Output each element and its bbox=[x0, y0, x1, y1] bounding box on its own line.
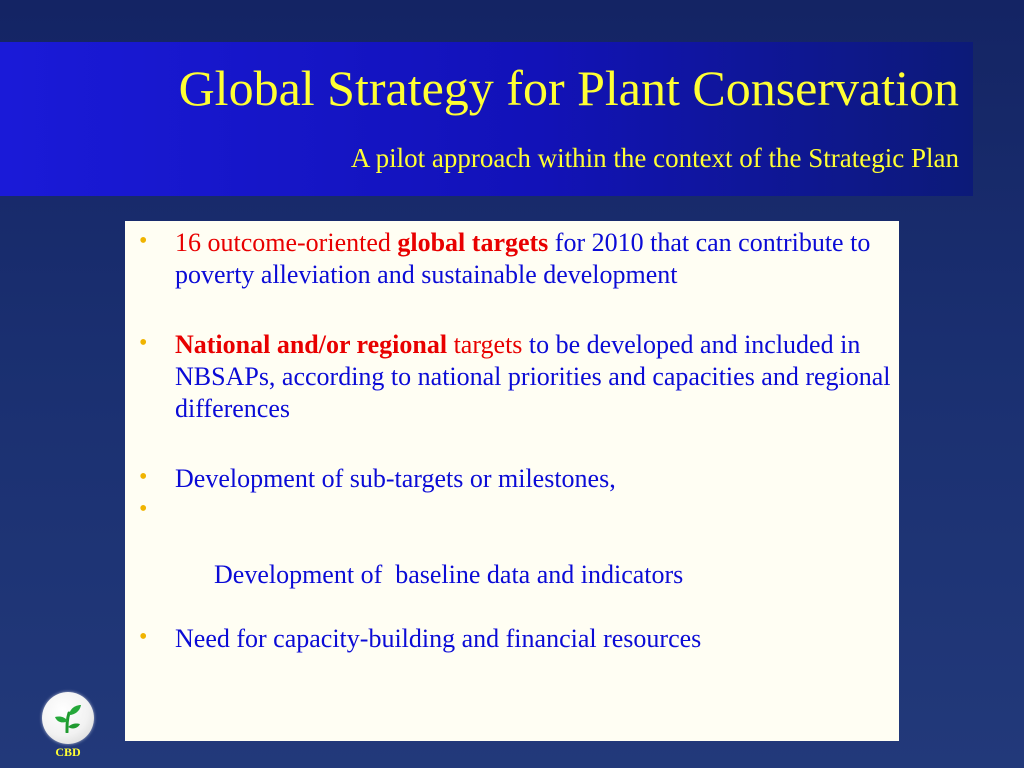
bullet-item-capacity-building bbox=[139, 623, 891, 655]
title-banner bbox=[0, 42, 973, 196]
bullet-icon: • bbox=[139, 330, 148, 356]
slide-title: Global Strategy for Plant Conservation bbox=[178, 60, 959, 116]
bullet-1-text-c: for 2010 that can contribute to poverty alleviation and sustainable development bbox=[175, 228, 871, 289]
bullet-2-text-c: to be developed and included in NBSAPs, according to national priorities and capacities and regional differences bbox=[175, 330, 891, 423]
bullet-2-text-a: National and/or regional bbox=[175, 330, 448, 359]
bullet-4-text: Development of baseline data and indicators bbox=[214, 560, 684, 589]
bullet-icon: • bbox=[139, 464, 148, 490]
bullet-item-global-targets bbox=[139, 227, 891, 291]
cbd-leaf-icon bbox=[54, 703, 82, 733]
bullet-1-text-b: global targets bbox=[397, 228, 549, 257]
bullet-1-text-a: 16 outcome-oriented bbox=[175, 228, 398, 257]
bullet-5-text: Need for capacity-building and financial resources bbox=[175, 624, 702, 653]
content-panel bbox=[125, 221, 899, 741]
slide-subtitle: A pilot approach within the context of the Strategic Plan bbox=[350, 143, 959, 173]
bullet-item-national-targets bbox=[139, 329, 891, 425]
bullet-icon: • bbox=[139, 624, 148, 650]
bullet-3-text: Development of sub-targets or milestones, bbox=[175, 464, 616, 493]
bullet-icon: • bbox=[139, 496, 148, 522]
cbd-logo bbox=[42, 692, 94, 744]
bullet-icon: • bbox=[139, 228, 148, 254]
bullet-list bbox=[139, 227, 891, 655]
bullet-2-text-b: targets bbox=[447, 330, 523, 359]
bullet-item-sub-targets bbox=[139, 463, 891, 495]
cbd-logo-label: CBD bbox=[55, 745, 81, 759]
bullet-item-baseline-data bbox=[139, 495, 891, 623]
